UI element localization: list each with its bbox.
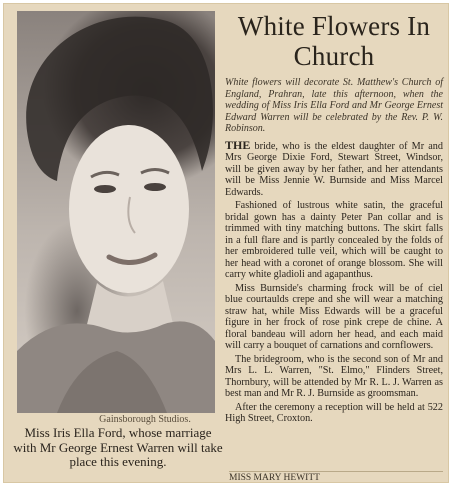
lead-paragraph: [225, 137, 443, 199]
portrait-photo: [17, 11, 215, 413]
article: [225, 11, 443, 481]
photo-caption: Miss Iris Ella Ford, whose marriage with Mr George Ernest Warren will take place this evening.: [13, 425, 223, 469]
intro-paragraph: White flowers will decorate St. Matthew's Church of England, Prahran, late this afternoon, when the wedding of Miss Iris Ella Ford and Mr George Ernest Edward Warren will be celebrated by the Rev. P. W. Robinson.: [225, 77, 443, 135]
photo-credit: Gainsborough Studios.: [99, 414, 191, 425]
portrait-figure: [17, 11, 215, 413]
lead-text: bride, who is the eldest daughter of Mr and Mrs George Dixie Ford, Stewart Street, Windsor, will be given away by her father, and her attendants will be Miss Jennie W. Burnside and Miss Marcel Edwards.: [225, 140, 443, 198]
headline: White Flowers In Church: [237, 11, 431, 71]
newspaper-clipping: [3, 3, 449, 483]
lead-dropcap: THE: [225, 137, 251, 152]
article-paragraph: Fashioned of lustrous white satin, the graceful bridal gown has a dainty Peter Pan collar and is trimmed with tiny matching buttons. The skirt falls in a full flare and is partly concealed by the folds of her embroidered tulle veil, which will be caught to her head with a coronet of orange blossom. She will carry white gladioli and agapanthus.: [225, 200, 443, 281]
article-paragraph: The bridegroom, who is the second son of Mr and Mrs L. L. Warren, "St. Elmo," Flinders Street, Thornbury, will be attended by Mr R. L. J. Warren as best man and Mr R. J. Burnside as groomsman.: [225, 353, 443, 400]
article-paragraph: After the ceremony a reception will be held at 522 High Street, Croxton.: [225, 401, 443, 425]
next-article-heading: MISS MARY HEWITT: [229, 471, 443, 483]
article-paragraph: Miss Burnside's charming frock will be of ciel blue courtaulds crepe and she will wear a matching straw hat, while Miss Edwards will be a graceful figure in her frock of rose pink crepe de chine. A floral bandeau will adorn her head, and each maid will carry a bouquet of carnations and cornflowers.: [225, 282, 443, 352]
